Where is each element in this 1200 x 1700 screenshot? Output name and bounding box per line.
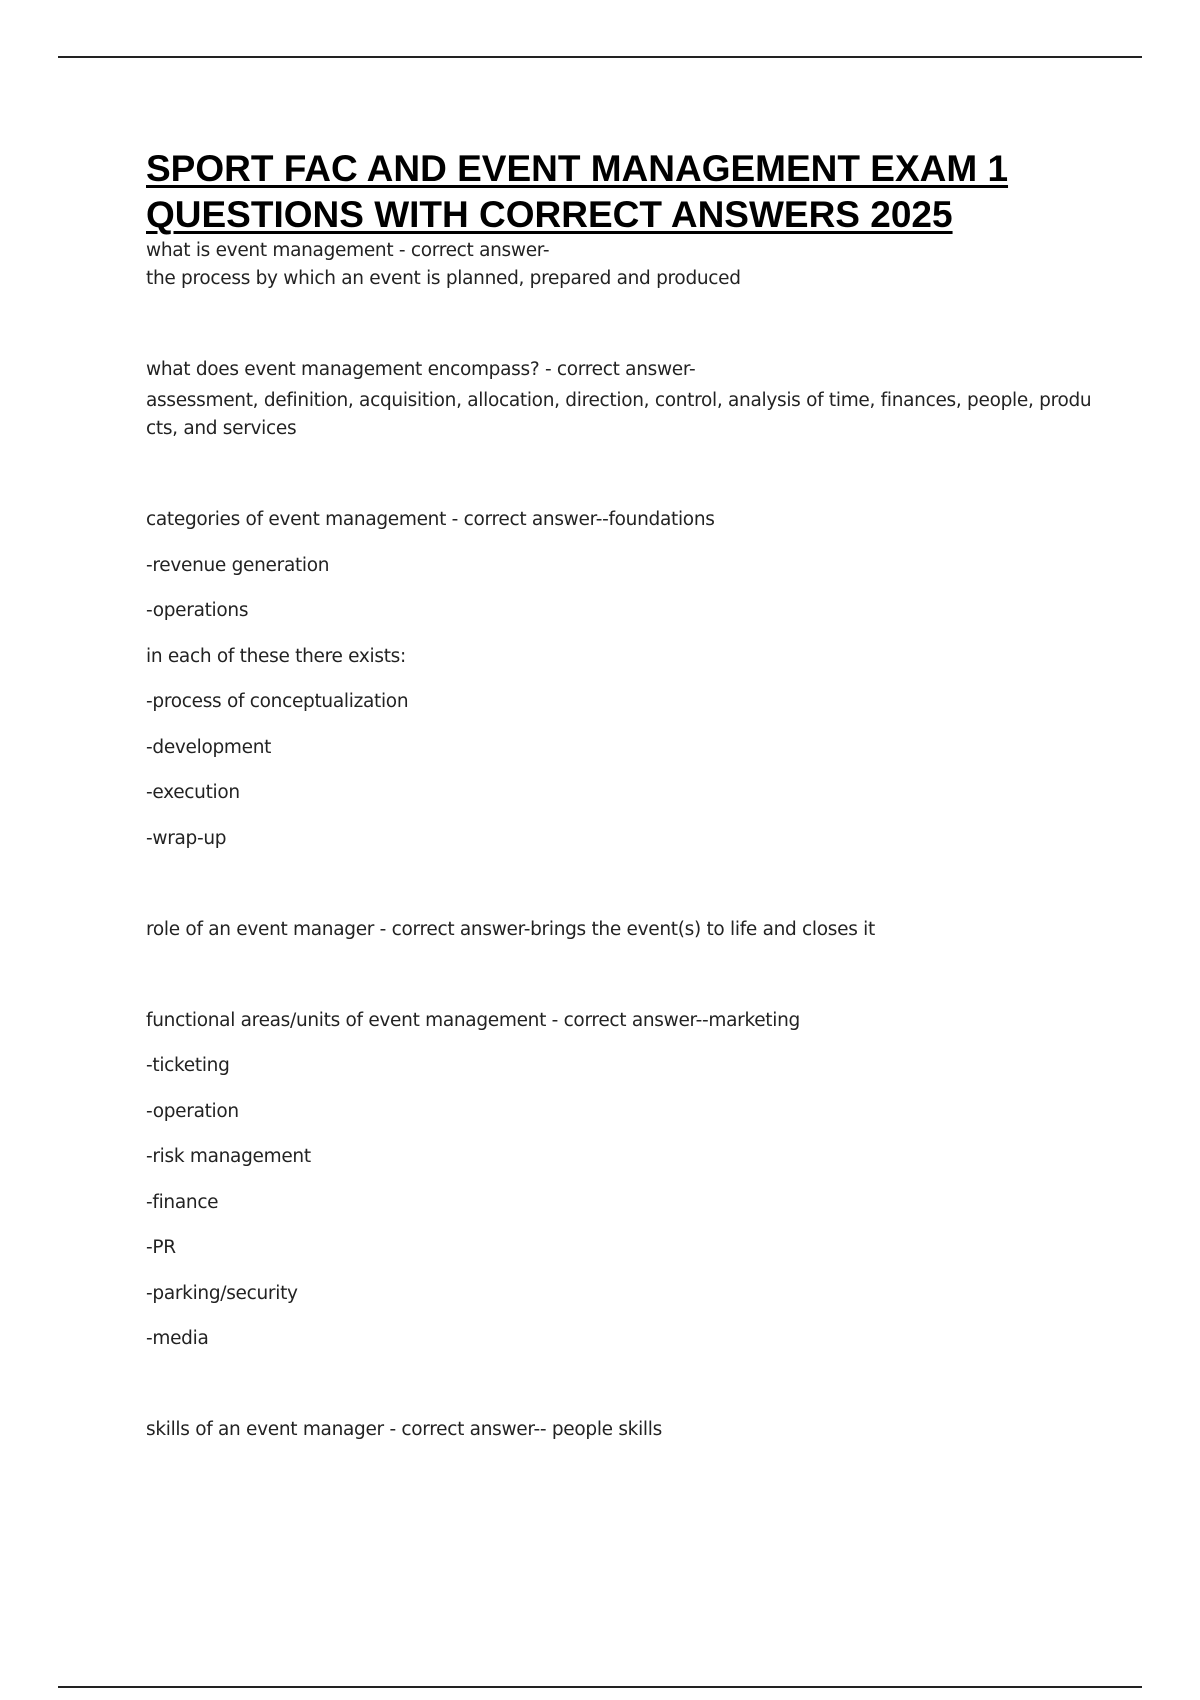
list-item: -revenue generation	[146, 555, 330, 576]
list-item: -operation	[146, 1101, 239, 1122]
list-item: -wrap-up	[146, 828, 227, 849]
top-rule	[58, 56, 1142, 58]
list-item: -ticketing	[146, 1055, 230, 1076]
answer-1: the process by which an event is planned, prepared and produced	[146, 268, 741, 289]
answer-2-line-2: cts, and services	[146, 418, 297, 439]
list-item: -media	[146, 1328, 209, 1349]
question-2: what does event management encompass? - correct answer-	[146, 359, 696, 380]
list-item: -parking/security	[146, 1283, 298, 1304]
question-1: what is event management - correct answer-	[146, 240, 550, 261]
title-line-2: QUESTIONS WITH CORRECT ANSWERS 2025	[146, 194, 953, 235]
list-item: -development	[146, 737, 272, 758]
title-line-1: SPORT FAC AND EVENT MANAGEMENT EXAM 1	[146, 148, 1009, 189]
list-item: -risk management	[146, 1146, 311, 1167]
list-item: -operations	[146, 600, 249, 621]
question-3: categories of event management - correct answer--foundations	[146, 509, 715, 530]
question-5: functional areas/units of event management - correct answer--marketing	[146, 1010, 800, 1031]
list-item: -finance	[146, 1192, 219, 1213]
question-6: skills of an event manager - correct answer-- people skills	[146, 1419, 662, 1440]
list-item: -execution	[146, 782, 240, 803]
list-item: -process of conceptualization	[146, 691, 409, 712]
bottom-rule	[58, 1686, 1142, 1688]
document-title	[146, 146, 1086, 238]
answer-2-line-1: assessment, definition, acquisition, allocation, direction, control, analysis of time, finances, people, produ	[146, 390, 1092, 411]
list-item: in each of these there exists:	[146, 646, 406, 667]
question-4: role of an event manager - correct answer-brings the event(s) to life and closes it	[146, 919, 875, 940]
list-item: -PR	[146, 1237, 176, 1258]
